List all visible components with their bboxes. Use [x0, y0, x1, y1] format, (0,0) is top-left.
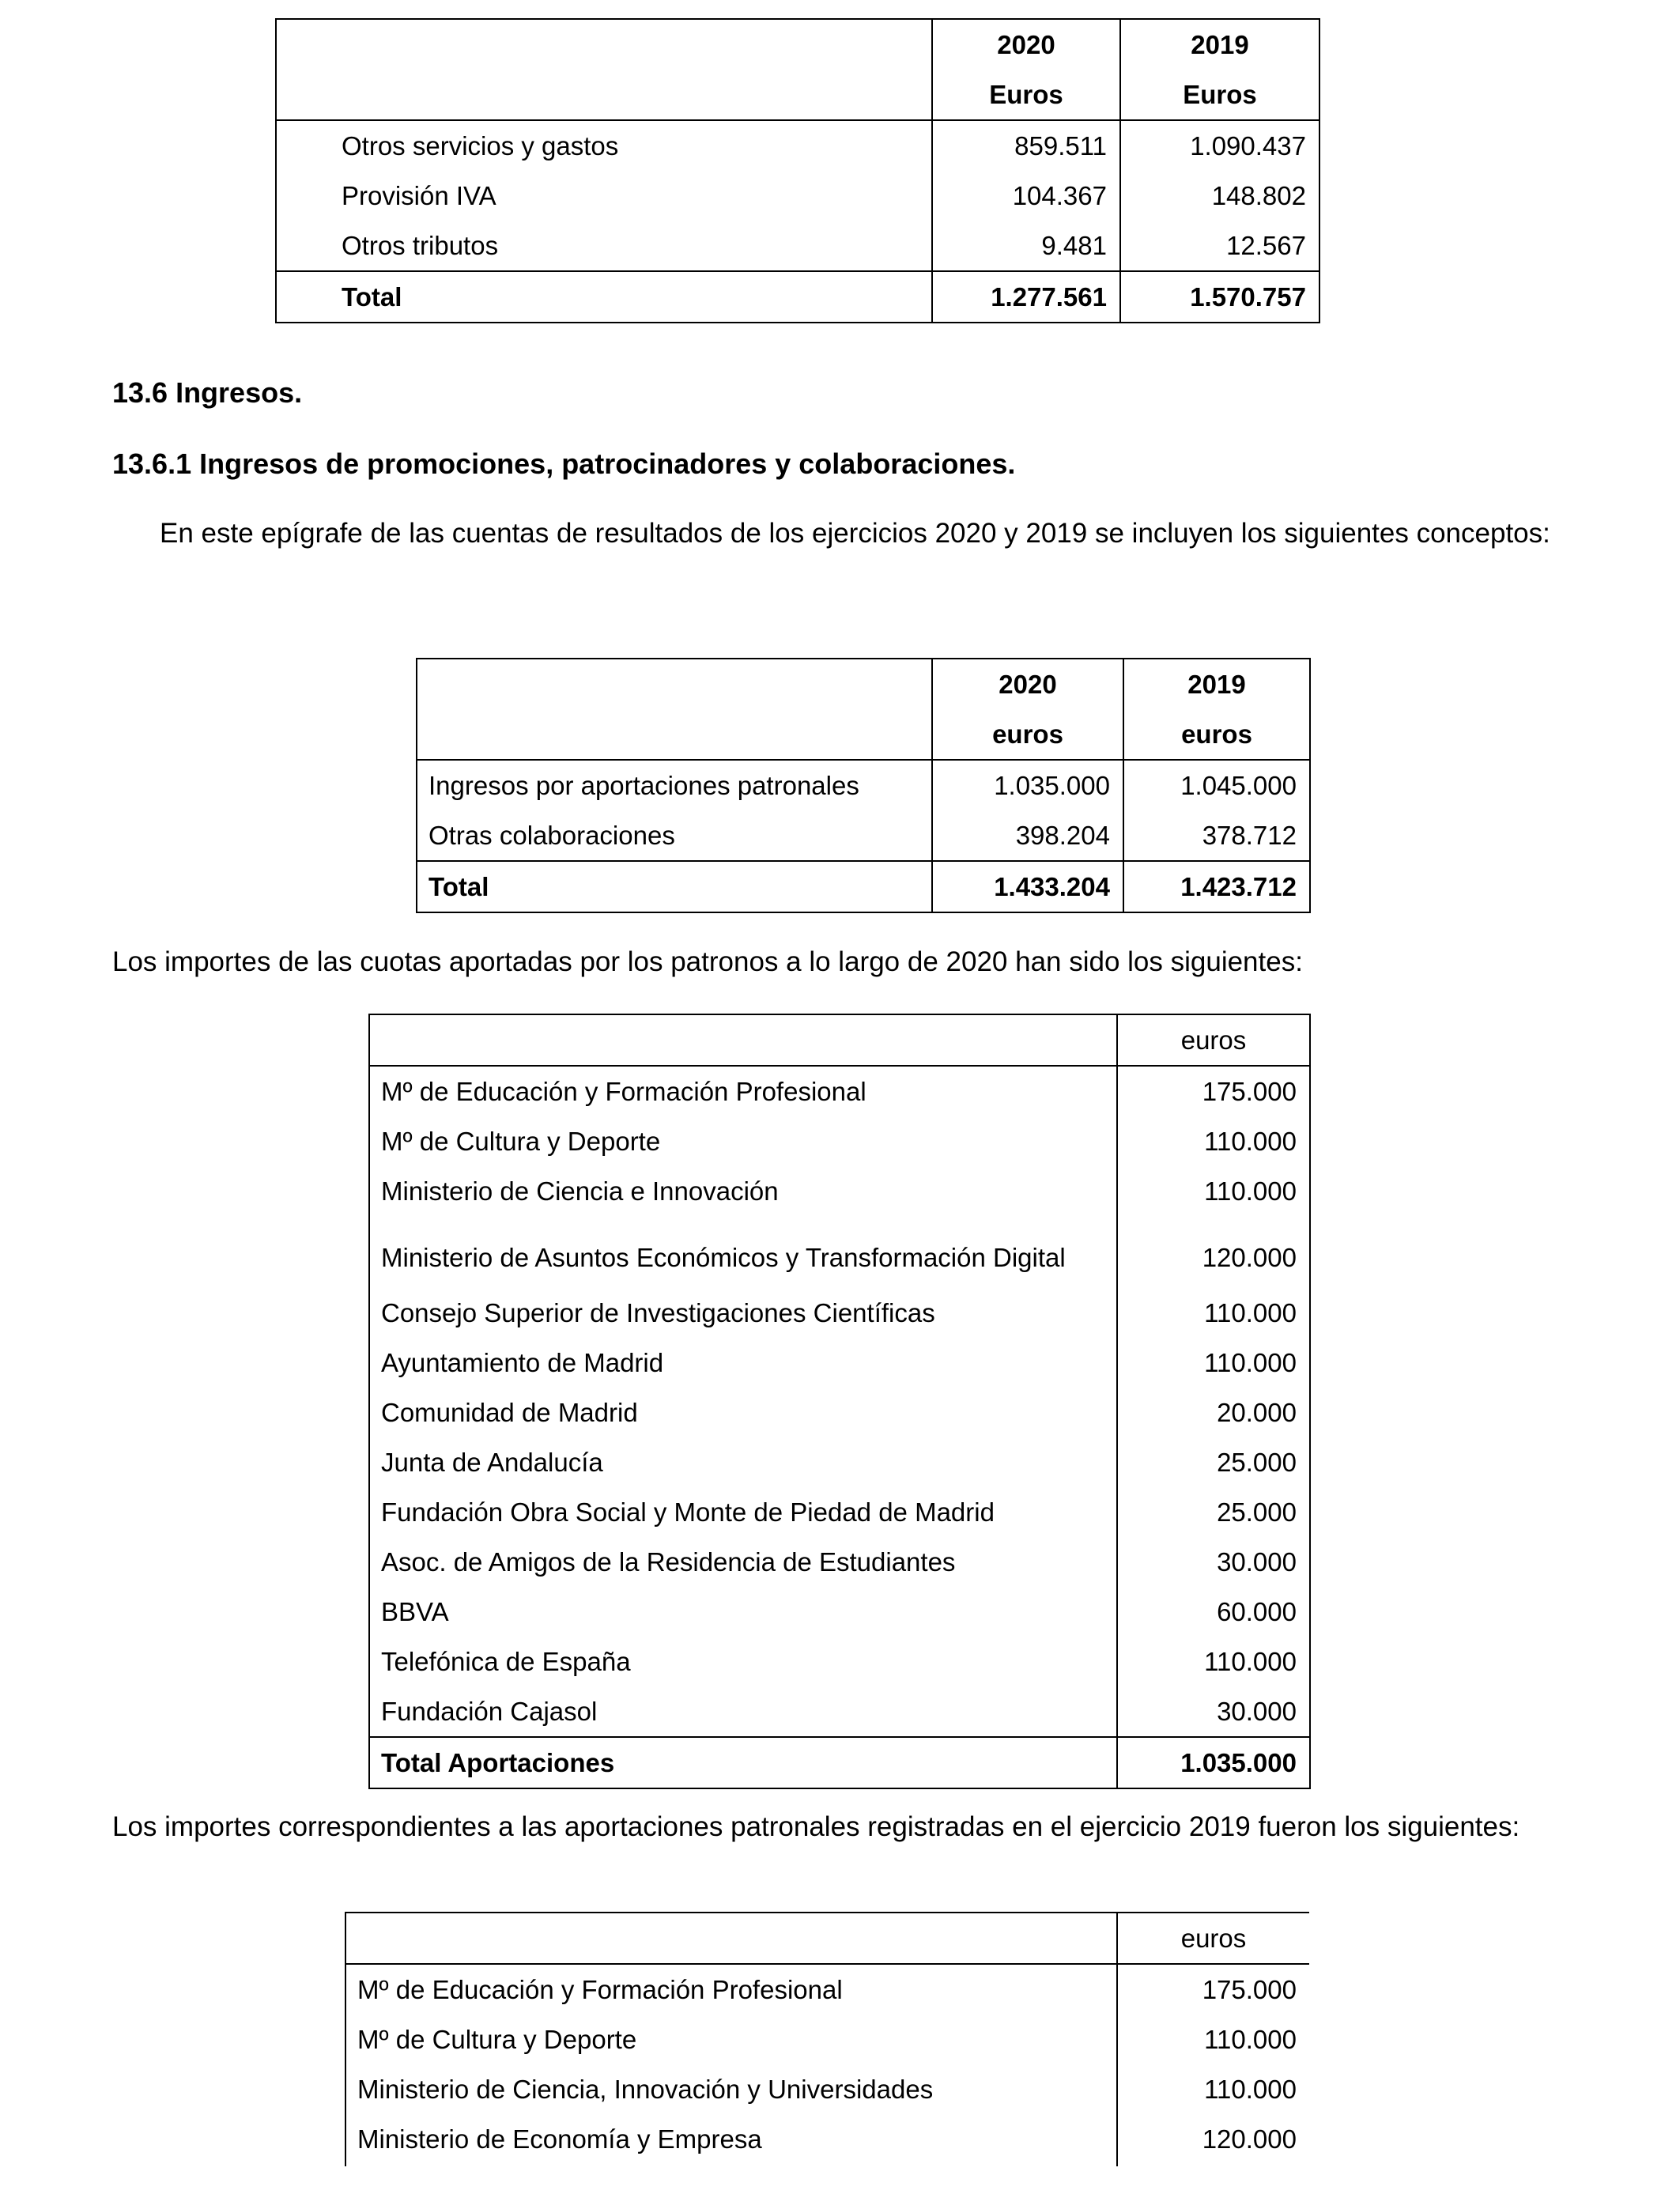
list-item-value: 110.000	[1117, 1338, 1310, 1388]
list-item-label: Mº de Cultura y Deporte	[357, 2024, 637, 2054]
header-unit-2020: Euros	[932, 70, 1120, 120]
header-unit-2019: Euros	[1120, 70, 1319, 120]
row-value-2019: 1.045.000	[1123, 760, 1310, 810]
section-heading: 13.6 Ingresos.	[112, 376, 303, 409]
list-item-value: 110.000	[1117, 1166, 1310, 1216]
row-value-2019: 1.090.437	[1120, 120, 1319, 171]
expenses-table	[275, 18, 1320, 323]
list-item-label: Junta de Andalucía	[381, 1447, 603, 1477]
list-item-label: Ministerio de Economía y Empresa	[357, 2124, 762, 2154]
header-unit-2019: euros	[1123, 709, 1310, 760]
list-item-label: Comunidad de Madrid	[381, 1397, 638, 1427]
header-year-2020: 2020	[932, 19, 1120, 70]
list-item-label: Fundación Cajasol	[381, 1696, 598, 1726]
contributions-2020-table	[368, 1014, 1311, 1789]
intro-paragraph: En este epígrafe de las cuentas de resultados de los ejercicios 2020 y 2019 se incluyen los siguientes conceptos:	[160, 518, 1550, 549]
list-item-value: 175.000	[1117, 1964, 1309, 2015]
list-item-value: 30.000	[1117, 1686, 1310, 1737]
row-label: Otras colaboraciones	[428, 820, 675, 850]
total-value: 1.035.000	[1117, 1737, 1310, 1788]
total-label: Total Aportaciones	[369, 1737, 1117, 1788]
header-year-2019: 2019	[1120, 19, 1319, 70]
list-item-label: Fundación Obra Social y Monte de Piedad de Madrid	[381, 1497, 995, 1527]
list-item-value: 120.000	[1117, 1216, 1310, 1288]
row-value-2020: 859.511	[932, 120, 1120, 171]
row-value-2020: 104.367	[932, 171, 1120, 221]
row-label: Ingresos por aportaciones patronales	[417, 760, 932, 810]
list-item-label: Mº de Cultura y Deporte	[381, 1126, 661, 1156]
paragraph-2019: Los importes correspondientes a las aportaciones patronales registradas en el ejercicio 2019 fueron los siguientes:	[112, 1811, 1520, 1842]
total-label: Total	[276, 271, 932, 323]
list-item-value: 25.000	[1117, 1437, 1310, 1487]
list-item-value: 30.000	[1117, 1537, 1310, 1587]
total-value-2020: 1.277.561	[932, 271, 1120, 323]
section-subheading: 13.6.1 Ingresos de promociones, patrocinadores y colaboraciones.	[112, 447, 1016, 480]
total-label: Total	[417, 861, 932, 912]
row-value-2019: 148.802	[1120, 171, 1319, 221]
list-item-value: 110.000	[1117, 1288, 1310, 1338]
list-item-label: Mº de Educación y Formación Profesional	[345, 1964, 1117, 2015]
list-item-label: Ministerio de Ciencia e Innovación	[381, 1176, 779, 1206]
total-value-2019: 1.570.757	[1120, 271, 1319, 323]
row-value-2020: 1.035.000	[932, 760, 1123, 810]
list-item-label: Mº de Educación y Formación Profesional	[369, 1066, 1117, 1116]
row-label: Otros tributos	[342, 230, 499, 260]
paragraph-2020: Los importes de las cuotas aportadas por los patronos a lo largo de 2020 han sido los siguientes:	[112, 946, 1303, 977]
contributions-2019-table	[345, 1912, 1309, 2166]
header-year-2019: 2019	[1123, 659, 1310, 709]
income-table	[416, 658, 1311, 913]
row-label: Provisión IVA	[342, 180, 496, 210]
list-item-value: 20.000	[1117, 1388, 1310, 1437]
list-item-label: Ayuntamiento de Madrid	[381, 1347, 664, 1377]
total-value-2020: 1.433.204	[932, 861, 1123, 912]
list-item-value: 120.000	[1117, 2114, 1309, 2164]
total-value-2019: 1.423.712	[1123, 861, 1310, 912]
row-value-2020: 398.204	[932, 810, 1123, 861]
row-value-2019: 12.567	[1120, 221, 1319, 271]
list-item-value: 60.000	[1117, 1587, 1310, 1637]
list-item-value: 110.000	[1117, 2064, 1309, 2114]
list-item-value: 110.000	[1117, 2015, 1309, 2064]
header-unit-2020: euros	[932, 709, 1123, 760]
list-item-label: Ministerio de Ciencia, Innovación y Universidades	[357, 2074, 934, 2104]
list-item-value: 175.000	[1117, 1066, 1310, 1116]
list-item-value: 110.000	[1117, 1637, 1310, 1686]
list-item-value: 110.000	[1117, 1116, 1310, 1166]
list-item-value: 25.000	[1117, 1487, 1310, 1537]
unit-header: euros	[1117, 1014, 1310, 1066]
list-item-label: Consejo Superior de Investigaciones Científicas	[381, 1297, 935, 1327]
list-item-label: Telefónica de España	[381, 1646, 631, 1676]
unit-header: euros	[1117, 1913, 1309, 1964]
row-value-2020: 9.481	[932, 221, 1120, 271]
list-item-label: Ministerio de Asuntos Económicos y Transformación Digital	[381, 1242, 1066, 1272]
list-item-label: Asoc. de Amigos de la Residencia de Estudiantes	[381, 1546, 956, 1577]
row-label: Otros servicios y gastos	[276, 120, 932, 171]
list-item-label: BBVA	[381, 1596, 449, 1626]
row-value-2019: 378.712	[1123, 810, 1310, 861]
contributions-2019-clip	[345, 1912, 1309, 2166]
header-year-2020: 2020	[932, 659, 1123, 709]
